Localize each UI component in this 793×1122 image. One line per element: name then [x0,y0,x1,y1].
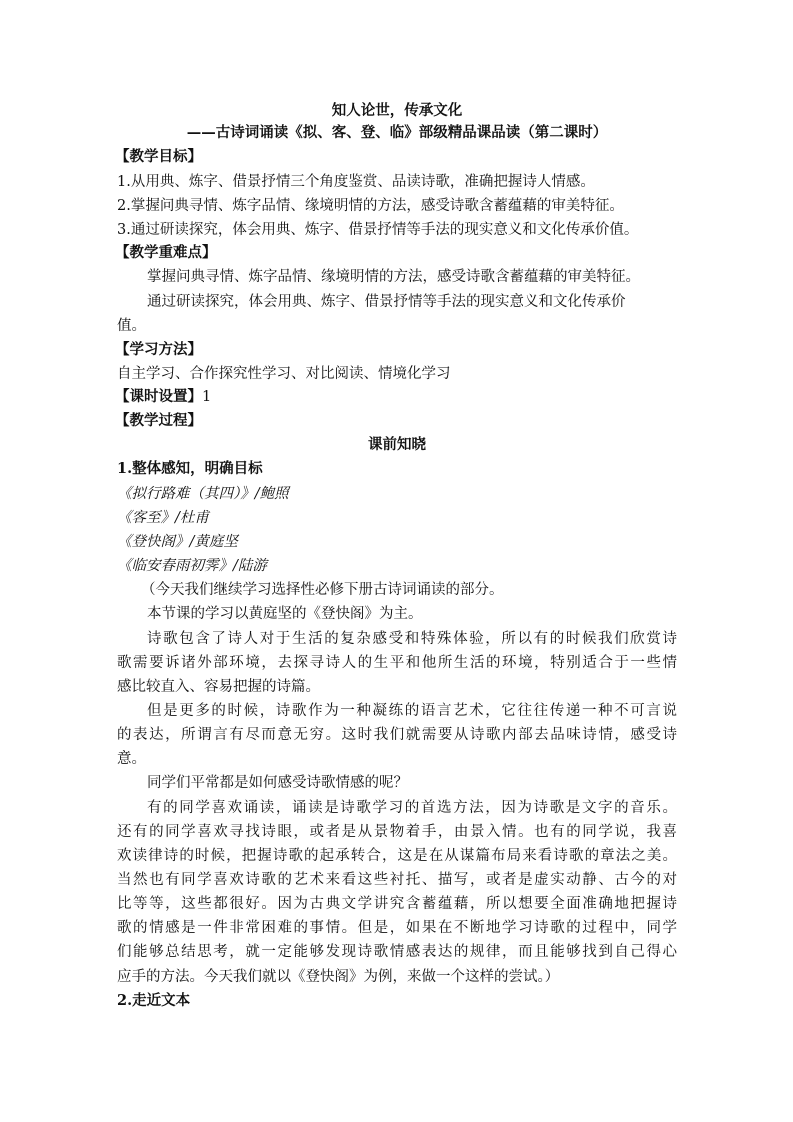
para-6-line: 还有的同学喜欢寻找诗眼，或者是从景物着手，由景入情。也有的同学说，我喜 [117,824,677,840]
para-6-line: 有的同学喜欢诵读，诵读是诗歌学习的首选方法，因为诗歌是文字的音乐。 [147,800,677,816]
methods-text: 自主学习、合作探究性学习、对比阅读、情境化学习 [117,366,451,382]
key-point-2-line1: 通过研读探究，体会用典、炼字、借景抒情等手法的现实意义和文化传承价 [147,294,626,310]
doc-title: 知人论世，传承文化 [331,102,463,119]
para-4-line: 但是更多的时候，诗歌作为一种凝练的语言艺术，它往往传递一种不可言说 [147,703,677,719]
step-1-heading: 1.整体感知，明确目标 [117,460,263,477]
para-6-line: 们能够总结思考，就一定能够发现诗歌情感表达的规律，而且能够找到自己得心 [117,944,677,960]
goal-item-3: 3.通过研读探究，体会用典、炼字、借景抒情等手法的现实意义和文化传承价值。 [117,222,639,238]
hours-value: 1 [202,389,212,405]
goals-heading: 【教学目标】 [115,148,202,165]
para-2: 本节课的学习以黄庭坚的《登快阁》为主。 [147,606,423,622]
para-3-line: 歌需要诉诸外部环境，去探寻诗人的生平和他所生活的环境，特别适合于一些情 [117,655,677,671]
para-3-line: 诗歌包含了诗人对于生活的复杂感受和特殊体验，所以有的时候我们欣赏诗 [147,631,677,647]
hours-heading: 【课时设置】 [115,388,202,405]
para-3-line: 感比较直入、容易把握的诗篇。 [117,679,320,695]
goal-item-1: 1.从用典、炼字、借景抒情三个角度鉴赏、品读诗歌，准确把握诗人情感。 [117,174,595,190]
hours-row [115,386,211,408]
key-point-2-line2: 值。 [117,318,146,334]
section-title: 课前知晓 [368,436,426,453]
goal-item-2: 2.掌握问典寻情、炼字品情、缘境明情的方法，感受诗歌含蓄蕴藉的审美特征。 [117,198,624,214]
para-6-line: 应手的方法。今天我们就以《登快阁》为例，来做一个这样的尝试。） [117,969,560,985]
para-4-line: 的表达，所谓言有尽而意无穷。这时我们就需要从诗歌内部去品味诗情，感受诗 [117,727,677,743]
para-6-line: 比等等，这些都很好。因为古典文学讲究含蓄蕴藉，所以想要全面准确地把握诗 [117,896,677,912]
poem-item: 《客至》/杜甫 [117,510,209,526]
poem-item: 《登快阁》/黄庭坚 [117,534,238,550]
para-1: （今天我们继续学习选择性必修下册古诗词诵读的部分。 [141,582,504,598]
para-6-line: 歌的情感是一件非常困难的事情。但是，如果在不断地学习诗歌的过程中，同学 [117,920,677,936]
para-6-line: 欢读律诗的时候，把握诗歌的起承转合，这是在从谋篇布局来看诗歌的章法之美。 [117,848,677,864]
methods-heading: 【学习方法】 [115,341,202,358]
key-point-1: 掌握问典寻情、炼字品情、缘境明情的方法，感受诗歌含蓄蕴藉的审美特征。 [147,269,640,285]
key-points-heading: 【教学重难点】 [115,244,217,261]
doc-subtitle: ——古诗词诵读《拟、客、登、临》部级精品课品读（第二课时） [186,124,608,141]
poem-item: 《拟行路难（其四）》/鲍照 [117,486,289,502]
para-4-line: 意。 [117,751,146,767]
para-6-line: 当然也有同学喜欢诗歌的艺术来看这些衬托、描写，或者是虚实动静、古今的对 [117,872,677,888]
para-5: 同学们平常都是如何感受诗歌情感的呢？ [147,775,408,791]
process-heading: 【教学过程】 [115,412,202,429]
step-2-heading: 2.走近文本 [117,992,191,1009]
poem-item: 《临安春雨初霁》/陆游 [117,558,267,574]
